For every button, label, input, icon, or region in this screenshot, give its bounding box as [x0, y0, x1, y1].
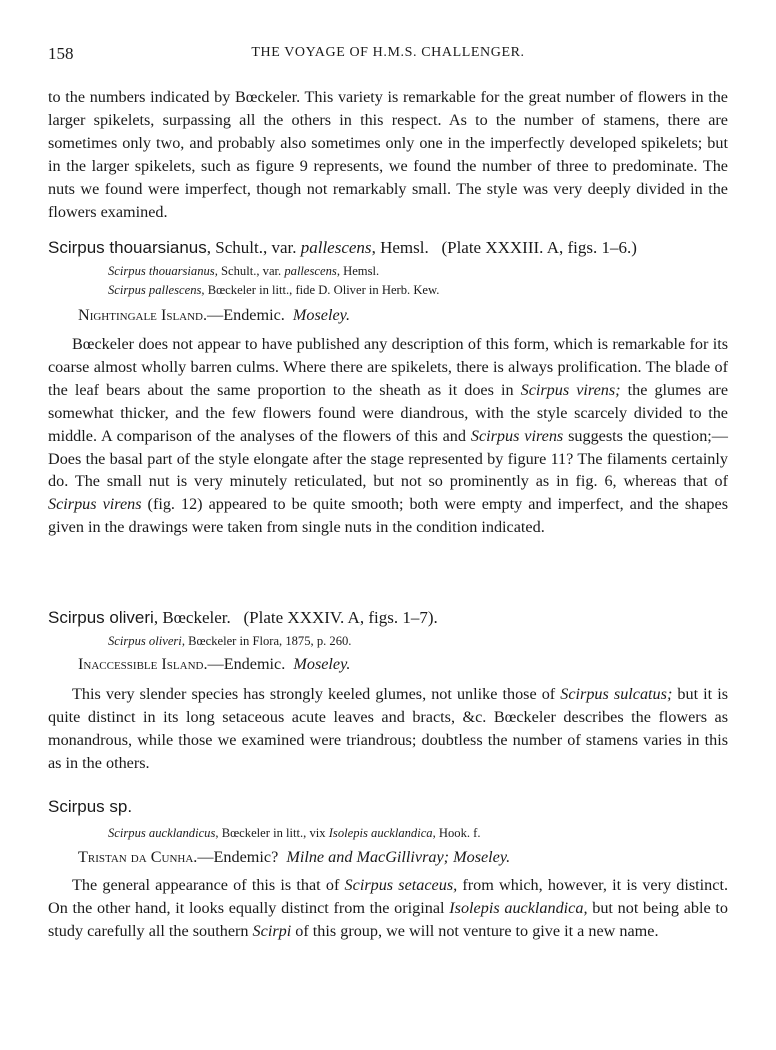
- species-heading-oliveri: [48, 608, 438, 628]
- locality-line: [78, 848, 510, 867]
- synonym-authority: , Bœckeler in litt., vix: [215, 826, 329, 840]
- taxon-ref: Scirpus virens;: [520, 380, 621, 399]
- locality-name: Nightingale Island: [78, 306, 203, 324]
- scirpus-sp-description: [48, 874, 728, 943]
- species-authority: , Bœckeler.: [153, 608, 231, 627]
- text-run: suggests the question;—Does the basal part of the style elongate after the stage represented by figure 11? The filaments certainly do. The small nut is very minutely reticulated, but not so prominently as in fig. 6, whereas that of: [48, 426, 728, 491]
- taxon-ref: Scirpus virens: [48, 495, 142, 514]
- collector: Moseley.: [293, 655, 351, 673]
- text-run: (fig. 12) appeared to be quite smooth; both were empty and imperfect, and the shapes given in the drawings were taken from single nuts in the condition indicated.: [48, 495, 728, 537]
- species-name: Scirpus thouarsianus: [48, 238, 207, 257]
- synonym-line: [108, 264, 379, 279]
- synonym-name: Scirpus thouarsianus: [108, 264, 215, 278]
- locality-name: Tristan da Cunha: [78, 848, 194, 866]
- synonym-name: Isolepis aucklandica: [328, 826, 433, 840]
- endemic-status: .—Endemic.: [203, 655, 286, 673]
- taxon-ref: Scirpi: [252, 921, 292, 940]
- collector: Moseley.: [292, 306, 351, 324]
- running-title: THE VOYAGE OF H.M.S. CHALLENGER.: [251, 45, 525, 60]
- taxon-ref: Isolepis aucklandica,: [449, 898, 588, 917]
- synonym-name: Scirpus pallescens: [108, 283, 202, 297]
- synonym-authority: , Bœckeler in Flora, 1875, p. 260.: [181, 634, 352, 648]
- synonym-line: [108, 634, 351, 649]
- thouarsianus-description: [48, 333, 728, 539]
- locality-line: [78, 655, 350, 674]
- species-heading-thouarsianus: [48, 238, 637, 258]
- synonym-line: [108, 826, 481, 841]
- synonym-authority: , Bœckeler in litt., fide D. Oliver in Herb. Kew.: [201, 283, 440, 297]
- locality-line: [78, 306, 350, 325]
- synonym-name: Scirpus oliveri: [108, 634, 182, 648]
- oliveri-description: [48, 683, 728, 775]
- text-run: from which, however, it is very distinct. On the other hand, it looks equally distinct from the original: [48, 876, 728, 917]
- locality-name: Inaccessible Island: [78, 655, 204, 673]
- taxon-ref: Scirpus virens: [470, 426, 564, 445]
- text-run: but it is quite distinct in its long setaceous acute leaves and bracts, &c. Bœckeler describes the flowers as monandrous, while those we examined were triandrous; doubtless the number of stamens varies in this as in the others.: [48, 685, 729, 772]
- plate-reference: (Plate XXXIV. A, figs. 1–7).: [243, 608, 438, 627]
- page-number: 158: [48, 44, 74, 63]
- synonym-authority: , Schult., var.: [214, 264, 285, 278]
- variety-authority: , Hemsl.: [371, 238, 429, 257]
- synonym-variety: pallescens: [284, 264, 337, 278]
- species-name: Scirpus oliveri: [48, 608, 154, 627]
- synonym-variety-authority: , Hemsl.: [336, 264, 380, 278]
- page-header: [48, 44, 728, 66]
- text-run: The general appearance of this is that of: [72, 876, 345, 894]
- text-run: but not being able to study carefully all the southern: [48, 898, 729, 940]
- synonym-authority: , Hook. f.: [432, 826, 481, 840]
- taxon-ref: Scirpus setaceus,: [344, 876, 458, 894]
- synonym-name: Scirpus aucklandicus: [108, 826, 216, 840]
- species-heading-scirpus-sp: [48, 797, 132, 817]
- endemic-status: .—Endemic.: [203, 306, 285, 324]
- endemic-status: .—Endemic?: [193, 848, 279, 866]
- text-run: the glumes are somewhat thicker, and the few flowers found were diandrous, with the style scarcely divided to the middle. A comparison of the analyses of the flowers of this and: [48, 380, 729, 445]
- species-authority: , Schult., var.: [206, 238, 301, 257]
- variety-name: pallescens: [300, 238, 372, 257]
- intro-paragraph: to the numbers indicated by Bœckeler. This variety is remarkable for the great number of flowers in the larger spikelets, surpassing all the others in this respect. As to the number of stamens, there are sometimes only two, and probably also sometimes only one in the imperfectly developed spikelets; but in the larger spikelets, such as figure 9 represents, we found the number of three to predominate. The nuts we found were imperfect, though not remarkably small. The style was very deeply divided in the flowers examined.: [48, 88, 728, 221]
- species-name: Scirpus sp.: [48, 797, 133, 816]
- text-run: Bœckeler does not appear to have published any description of this form, which is remarkable for its coarse almost wholly barren culms. Where there are spikelets, there is always prolification. The blade of the leaf bears about the same proportion to the sheath as it does in: [48, 335, 728, 399]
- collectors: Milne and MacGillivray; Moseley.: [286, 848, 511, 866]
- text-run: This very slender species has strongly keeled glumes, not unlike those of: [72, 685, 561, 703]
- plate-reference: (Plate XXXIII. A, figs. 1–6.): [441, 238, 637, 257]
- taxon-ref: Scirpus sulcatus;: [560, 685, 673, 703]
- synonym-line: [108, 283, 439, 298]
- text-run: of this group, we will not venture to give it a new name.: [291, 921, 659, 940]
